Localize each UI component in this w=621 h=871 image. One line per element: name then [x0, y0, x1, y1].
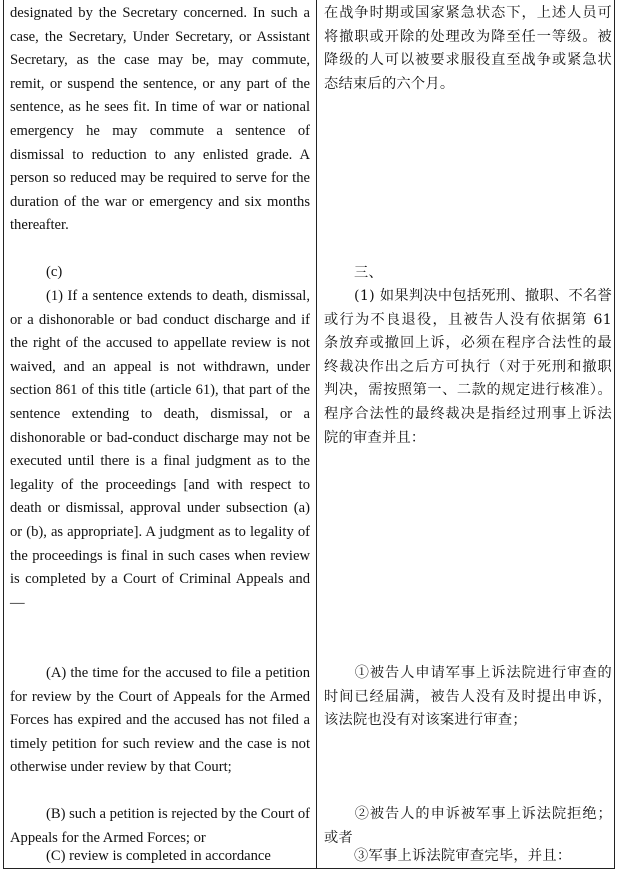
chinese-paragraph-4 — [324, 662, 612, 733]
chinese-paragraph-6 — [324, 845, 612, 869]
chinese-paragraph-2 — [324, 262, 612, 286]
chinese-paragraph-3-text: (1) 如果判决中包括死刑、撤职、不名誉或行为不良退役，且被告人没有依据第 61 条放弃或撤回上诉，必须在程序合法性的最终裁决作出之后方可执行（对于死刑和撤职判决，需按照第一、二款的规定进行核准）。程序合法性的最终裁决是指经过刑事上诉法院的审查并且： — [324, 288, 612, 446]
english-paragraph-5 — [10, 803, 310, 850]
english-paragraph-3-text: (1) If a sentence extends to death, dismissal, or a dishonorable or bad conduct discharge and if the right of the accused to appellate review is not waived, and an appeal is not withdrawn, under section 861 of this title (article 61), that part of the sentence extending to death, dismissal, or a dishonorable or bad-conduct discharge may not be executed until there is a final judgment as to the legality of the proceedings [and with respect to death or dismissal, approval under subsection (a) or (b), as appropriate]. A judgment as to legality of the proceedings is final in such cases when review is completed by a Court of Criminal Appeals and— — [10, 288, 310, 611]
chinese-paragraph-1: 在战争时期或国家紧急状态下，上述人员可将撤职或开除的处理改为降至任一等级。被降级的人可以被要求服役直至战争或紧急状态结束后的六个月。 — [324, 5, 612, 92]
english-paragraph-6 — [10, 845, 310, 869]
chinese-paragraph-4-text: ①被告人申请军事上诉法院进行审查的时间已经届满，被告人没有及时提出申诉，该法院也没有对该案进行审查； — [324, 665, 612, 729]
english-paragraph-3 — [10, 285, 310, 615]
english-paragraph-2 — [10, 261, 310, 285]
english-paragraph-6-text: (C) review is completed in accordance — [46, 848, 271, 864]
chinese-paragraph-5 — [324, 803, 612, 850]
section-three-label: 三、 — [354, 265, 383, 281]
english-paragraph-4 — [10, 662, 310, 780]
english-paragraph-4-text: (A) the time for the accused to file a petition for review by the Court of Appeals for the Armed Forces has expired and the accused has not filed a timely petition for such review and the case is not otherwise under review by that Court; — [10, 665, 310, 776]
chinese-paragraph-6-text: ③军事上诉法院审查完毕，并且： — [354, 848, 572, 864]
column-divider — [316, 0, 317, 869]
chinese-paragraph-5-text: ②被告人的申诉被军事上诉法院拒绝；或者 — [324, 806, 612, 846]
subsection-c-label: (c) — [46, 264, 63, 280]
english-paragraph-1: designated by the Secretary concerned. In such a case, the Secretary, Under Secretary, or Assistant Secretary, as the case may be, may commute, remit, or suspend the sentence, or any part of the sentence, as he sees fit. In time of war or national emergency he may commute a sentence of dismissal to reduction to any enlisted grade. A person so reduced may be required to serve for the duration of the war or emergency and six months thereafter. — [10, 5, 310, 234]
chinese-paragraph-3 — [324, 285, 612, 450]
english-paragraph-5-text: (B) such a petition is rejected by the Court of Appeals for the Armed Forces; or — [10, 806, 310, 846]
